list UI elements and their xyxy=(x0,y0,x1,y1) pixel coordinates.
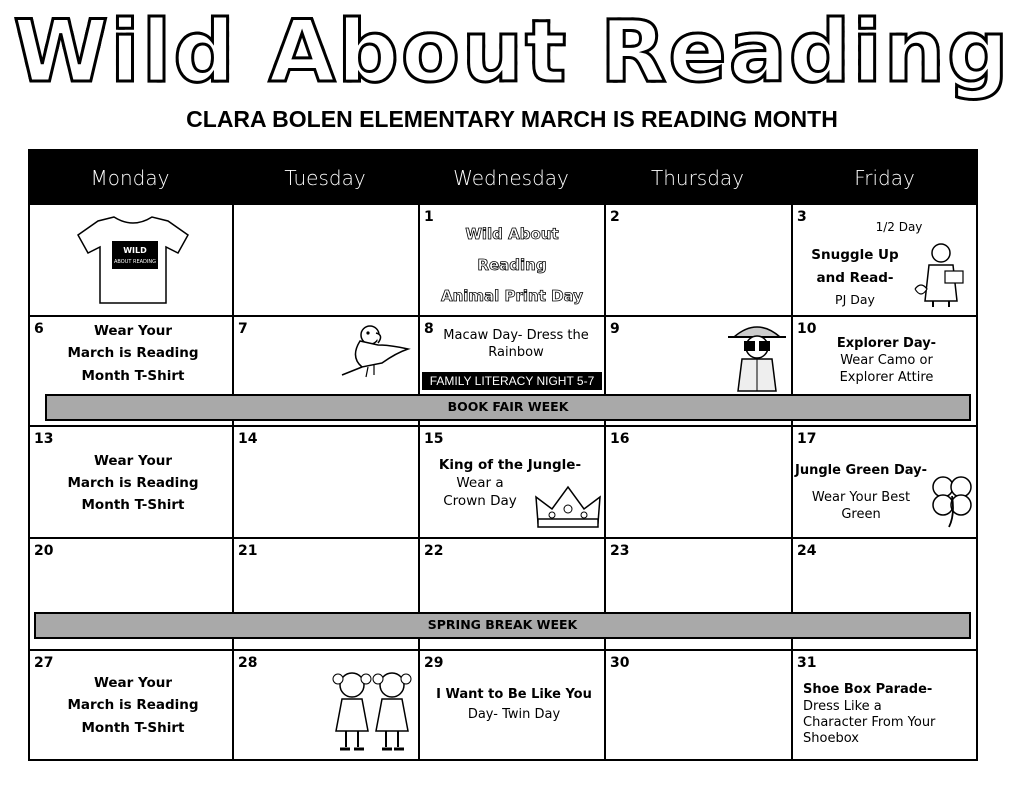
day-cell-14 xyxy=(232,425,420,539)
day-header-friday: Friday xyxy=(854,166,915,190)
event-line: Wear Camo or xyxy=(840,353,933,368)
crown-icon xyxy=(534,481,602,531)
day-number: 2 xyxy=(610,209,620,225)
event-line: and Read- xyxy=(816,270,894,286)
day-number: 31 xyxy=(797,655,817,671)
calendar-header xyxy=(28,149,978,205)
day-cell-29 xyxy=(418,649,606,761)
day-number: 9 xyxy=(610,321,620,337)
event-line: PJ Day xyxy=(835,292,875,307)
day-header-wednesday: Wednesday xyxy=(453,166,569,190)
day-cell-13 xyxy=(28,425,234,539)
day-cell-27 xyxy=(28,649,234,761)
book-fair-week-banner: BOOK FAIR WEEK xyxy=(45,394,971,421)
day-number: 24 xyxy=(797,543,817,559)
day-cell-30 xyxy=(604,649,793,761)
event-line: Wear Your xyxy=(93,453,173,469)
event-line: Explorer Attire xyxy=(839,370,934,385)
event-line: King of the Jungle- xyxy=(438,457,582,473)
event-line: Crown Day xyxy=(443,493,517,509)
event-line: Jungle Green Day- xyxy=(795,463,927,478)
day-number: 15 xyxy=(424,431,444,447)
day-number: 1 xyxy=(424,209,434,225)
day-number: 29 xyxy=(424,655,444,671)
event-line: Green xyxy=(841,507,881,522)
event-line: March is Reading xyxy=(67,697,199,713)
day-cell-empty xyxy=(232,203,420,317)
event-line: Wear Your xyxy=(93,323,173,339)
event-line: I Want to Be Like You xyxy=(436,687,592,702)
day-number: 7 xyxy=(238,321,248,337)
page-subtitle: CLARA BOLEN ELEMENTARY MARCH IS READING MONTH xyxy=(186,106,838,132)
event-line: Animal Print Day xyxy=(440,287,584,305)
event-line: March is Reading xyxy=(67,345,199,361)
day-cell-31 xyxy=(791,649,978,761)
event-line: Wear Your xyxy=(93,675,173,691)
day-number: 3 xyxy=(797,209,807,225)
explorer-binoculars-icon xyxy=(724,319,790,395)
day-number: 21 xyxy=(238,543,258,559)
event-line: Wild About xyxy=(465,225,559,243)
event-line: Macaw Day- Dress the xyxy=(443,328,589,343)
family-literacy-night-badge: FAMILY LITERACY NIGHT 5-7 xyxy=(422,372,602,390)
day-number: 8 xyxy=(424,321,434,337)
day-number: 10 xyxy=(797,321,817,337)
event-line: Shoebox xyxy=(803,731,859,746)
day-number: 28 xyxy=(238,655,258,671)
event-line: Snuggle Up xyxy=(811,247,899,263)
svg-text:WILD: WILD xyxy=(123,246,147,255)
event-line: Wear a xyxy=(456,475,504,491)
event-line: March is Reading xyxy=(67,475,199,491)
event-line: Day- Twin Day xyxy=(467,707,561,722)
day-number: 6 xyxy=(34,321,44,337)
day-cell-empty xyxy=(28,203,234,317)
parrot-icon xyxy=(338,323,412,379)
twin-girls-icon xyxy=(330,665,416,753)
svg-text:ABOUT READING: ABOUT READING xyxy=(114,259,156,265)
day-header-tuesday: Tuesday xyxy=(284,166,366,190)
spring-break-week-banner: SPRING BREAK WEEK xyxy=(34,612,971,639)
day-number: 30 xyxy=(610,655,630,671)
event-line: Rainbow xyxy=(488,345,544,360)
day-cell-16 xyxy=(604,425,793,539)
four-leaf-clover-icon xyxy=(929,473,975,529)
tshirt-icon xyxy=(76,213,190,305)
event-line: Dress Like a xyxy=(803,699,882,714)
event-line: Month T-Shirt xyxy=(81,720,185,736)
day-cell-1 xyxy=(418,203,606,317)
day-cell-17 xyxy=(791,425,978,539)
event-line: Reading xyxy=(477,256,547,274)
day-cell-2 xyxy=(604,203,793,317)
calendar xyxy=(28,149,978,761)
day-cell-15 xyxy=(418,425,606,539)
day-number: 27 xyxy=(34,655,54,671)
event-line: Month T-Shirt xyxy=(81,497,185,513)
event-line: Month T-Shirt xyxy=(81,368,185,384)
day-number: 16 xyxy=(610,431,630,447)
event-line: Character From Your xyxy=(803,715,936,730)
day-number: 14 xyxy=(238,431,258,447)
half-day-label: 1/2 Day xyxy=(875,220,923,234)
day-header-thursday: Thursday xyxy=(651,166,744,190)
day-number: 17 xyxy=(797,431,817,447)
event-line: Explorer Day- xyxy=(836,336,937,351)
day-number: 23 xyxy=(610,543,630,559)
day-number: 20 xyxy=(34,543,54,559)
event-line: Shoe Box Parade- xyxy=(803,682,933,697)
day-cell-3 xyxy=(791,203,978,317)
event-line: Wear Your Best xyxy=(811,490,911,505)
page-title: Wild About Reading xyxy=(13,2,1011,102)
day-header-monday: Monday xyxy=(90,166,170,190)
day-number: 22 xyxy=(424,543,444,559)
day-cell-28 xyxy=(232,649,420,761)
day-number: 13 xyxy=(34,431,54,447)
kid-pajamas-icon xyxy=(911,241,969,309)
